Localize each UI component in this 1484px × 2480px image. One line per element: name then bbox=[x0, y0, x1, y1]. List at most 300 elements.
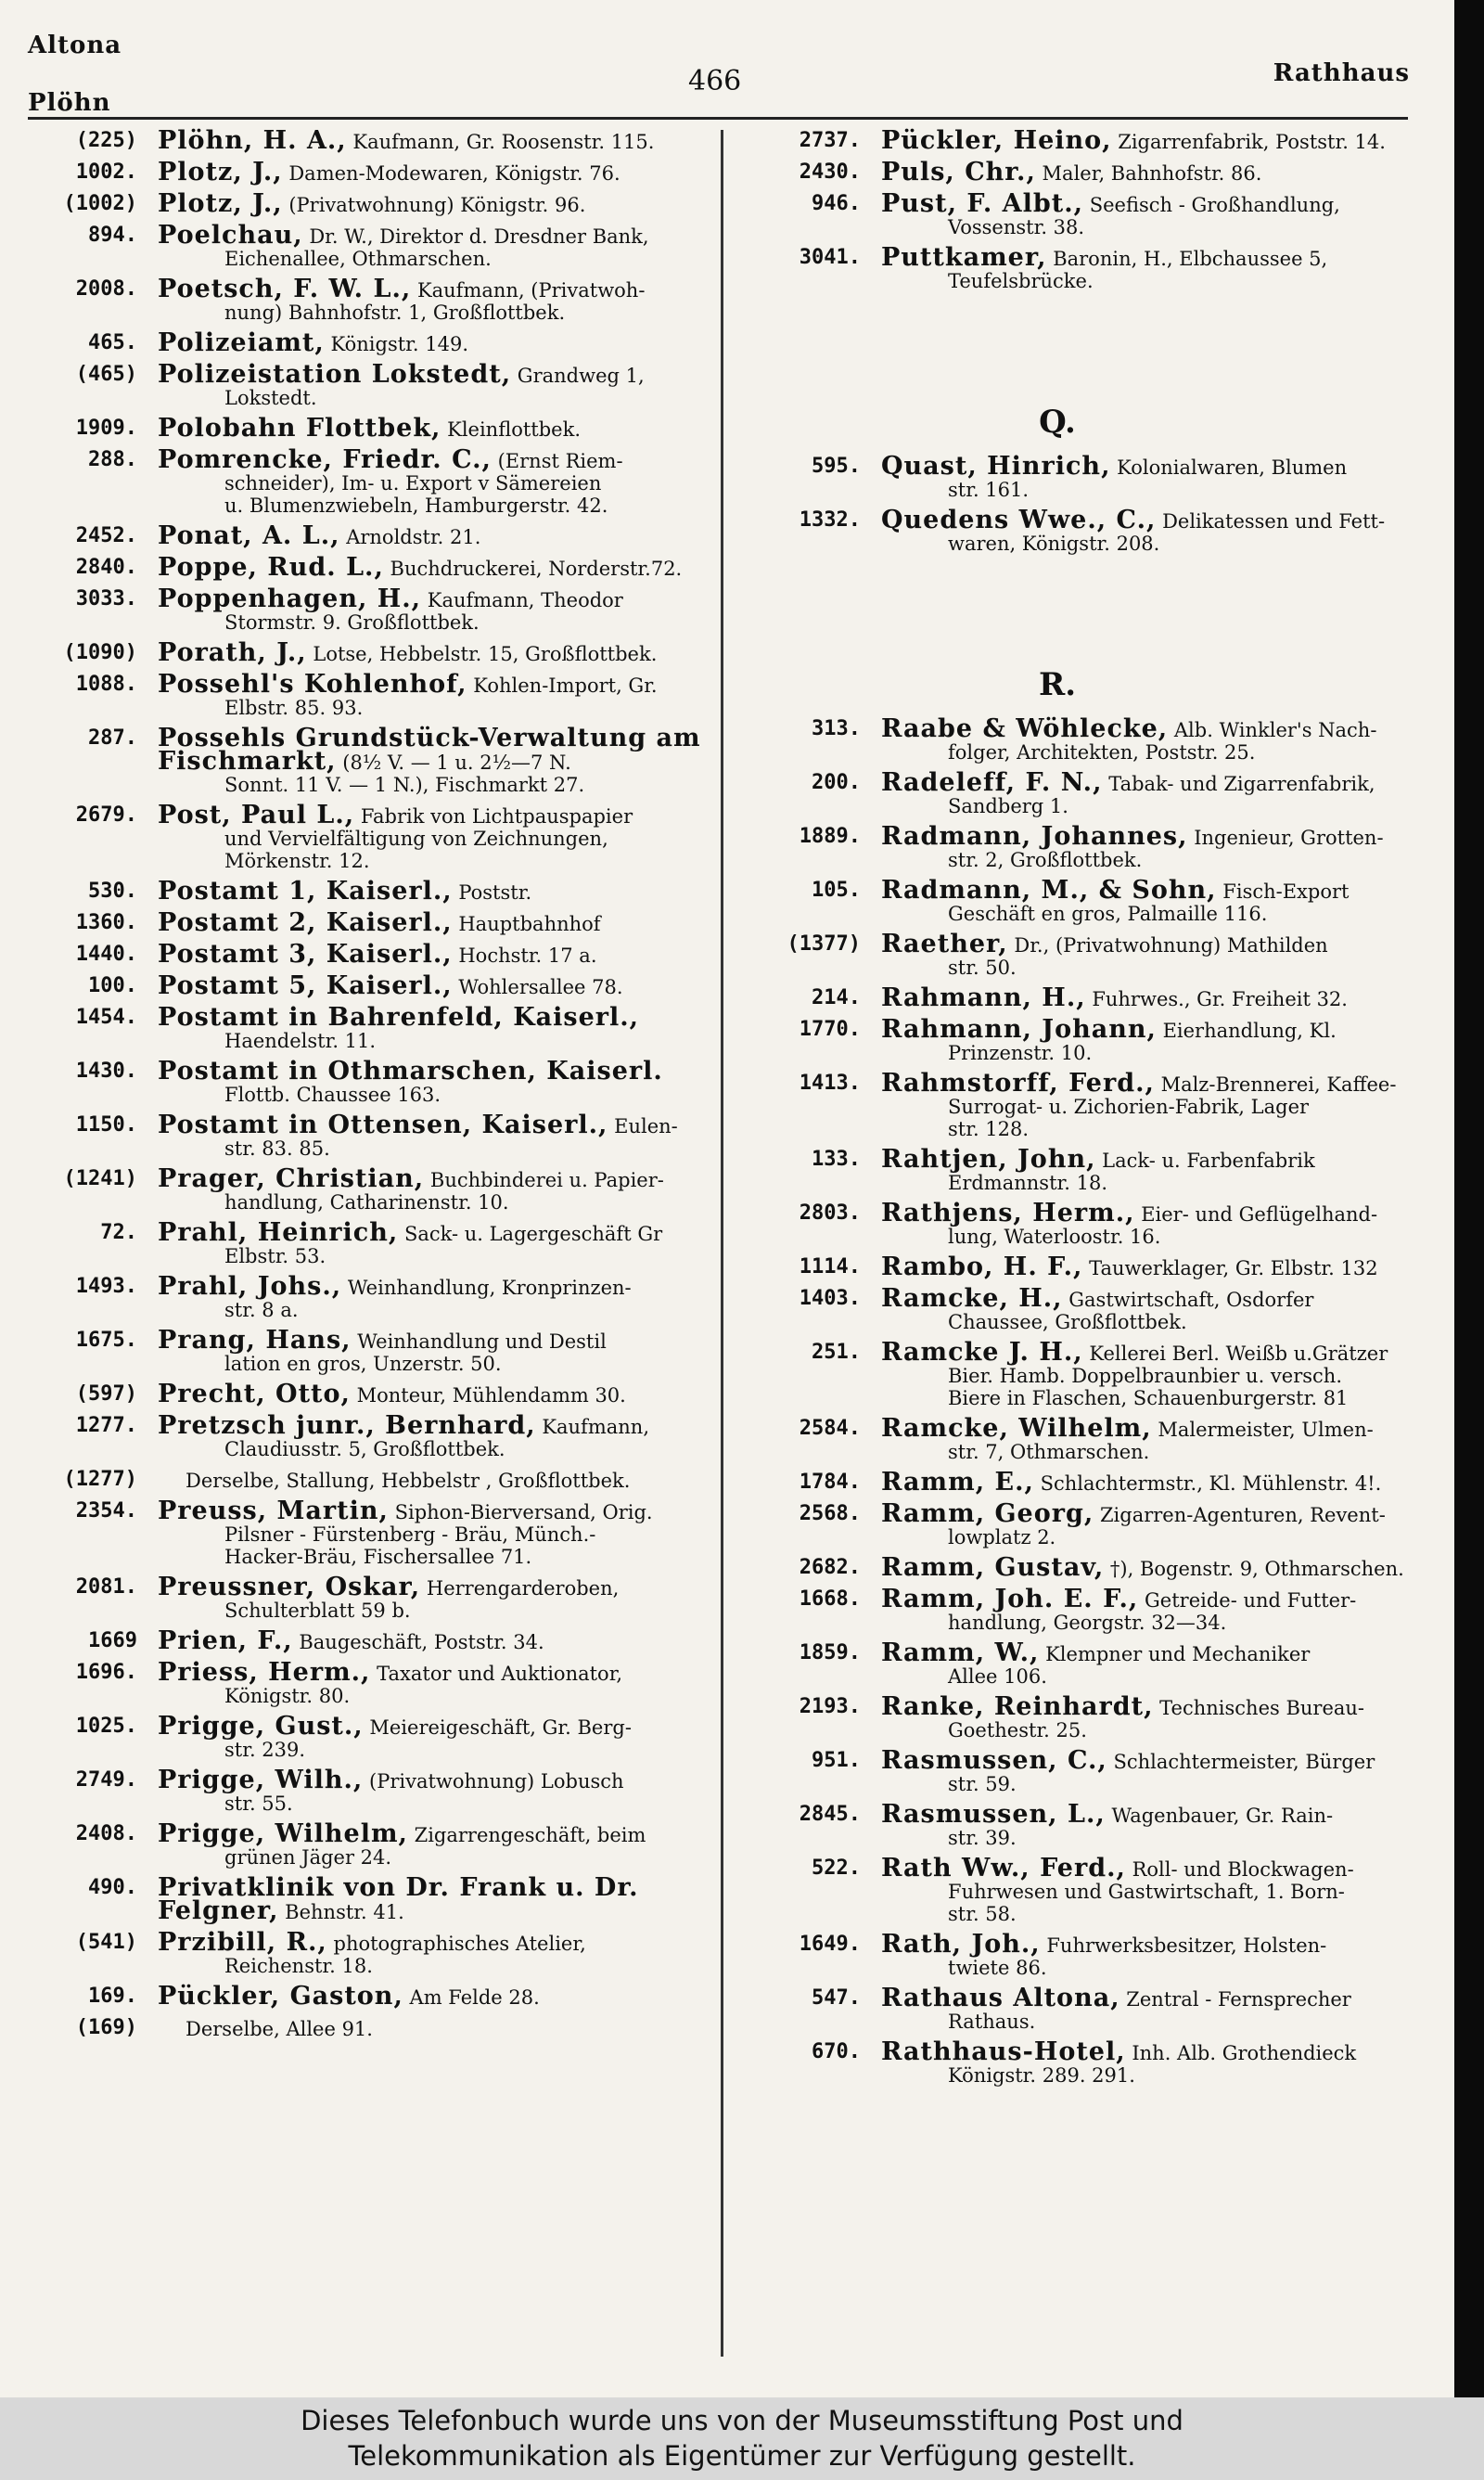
subscriber-address-line: Elbstr. 85. 93. bbox=[224, 697, 364, 719]
subscriber-address-line: str. 2, Großflottbek. bbox=[948, 849, 1143, 871]
subscriber-name: Ranke, Reinhardt, bbox=[881, 1692, 1154, 1721]
phone-number: 530. bbox=[88, 880, 137, 903]
entry-text bbox=[158, 1164, 714, 1214]
subscriber-name: Radmann, M., & Sohn, bbox=[881, 876, 1217, 905]
subscriber-name: Postamt 5, Kaiserl., bbox=[158, 971, 453, 1000]
entry-text bbox=[158, 521, 714, 550]
phone-number: 2568. bbox=[799, 1502, 861, 1525]
entry-text bbox=[158, 158, 714, 186]
header-rule bbox=[28, 117, 1408, 120]
subscriber-detail: Wagenbauer, Gr. Rain- bbox=[1111, 1805, 1334, 1827]
subscriber-address-line: twiete 86. bbox=[948, 1957, 1047, 1979]
subscriber-detail: Fuhrwerksbesitzer, Holsten- bbox=[1046, 1934, 1327, 1957]
subscriber-name: Preuss, Martin, bbox=[158, 1497, 389, 1525]
subscriber-detail: †), Bogenstr. 9, Othmarschen. bbox=[1109, 1558, 1404, 1580]
subscriber-name: Pückler, Heino, bbox=[881, 126, 1112, 155]
subscriber-address-line: Pilsner - Fürstenberg - Bräu, Münch.- bbox=[224, 1523, 596, 1546]
subscriber-detail: Tabak- und Zigarrenfabrik, bbox=[1108, 773, 1375, 795]
directory-entry bbox=[742, 2037, 1428, 2087]
phone-number: 200. bbox=[812, 771, 861, 794]
subscriber-detail: Zigarrengeschäft, beim bbox=[414, 1824, 646, 1846]
phone-number: 169. bbox=[88, 1985, 137, 2008]
directory-entry bbox=[742, 1638, 1428, 1688]
subscriber-name: Preussner, Oskar, bbox=[158, 1573, 421, 1601]
directory-entry bbox=[742, 1253, 1428, 1281]
subscriber-detail: Siphon-Bierversand, Orig. bbox=[394, 1501, 653, 1523]
subscriber-address-line: lowplatz 2. bbox=[948, 1526, 1056, 1548]
subscriber-name: Pretzsch junr., Bernhard, bbox=[158, 1411, 536, 1440]
subscriber-detail: Zigarren-Agenturen, Revent- bbox=[1099, 1504, 1386, 1526]
subscriber-name: Ramm, W., bbox=[881, 1638, 1040, 1667]
directory-entry bbox=[28, 221, 714, 270]
phone-number: 1649. bbox=[799, 1933, 861, 1956]
directory-entry bbox=[742, 1414, 1428, 1463]
entry-text bbox=[881, 1338, 1428, 1409]
entry-text bbox=[881, 714, 1428, 764]
subscriber-detail: Meiereigeschäft, Gr. Berg- bbox=[369, 1716, 632, 1739]
subscriber-name: Raabe & Wöhlecke, bbox=[881, 714, 1169, 743]
phone-number: 2679. bbox=[75, 803, 137, 827]
subscriber-detail: Wohlersallee 78. bbox=[458, 976, 623, 998]
subscriber-name: Possehls Grundstück-Verwaltung am Fischmarkt, bbox=[158, 724, 701, 776]
subscriber-address-line: schneider), Im- u. Export v Sämereien bbox=[224, 472, 602, 495]
subscriber-name: Polizeistation Lokstedt, bbox=[158, 360, 512, 389]
entry-text bbox=[158, 1573, 714, 1622]
entry-text bbox=[158, 1766, 714, 1815]
phone-number: 2430. bbox=[799, 161, 861, 184]
subscriber-detail: Derselbe, Stallung, Hebbelstr , Großflottbek. bbox=[186, 1470, 631, 1492]
subscriber-name: Raether, bbox=[881, 930, 1008, 958]
directory-entry bbox=[28, 801, 714, 872]
directory-entry bbox=[28, 877, 714, 906]
entry-text bbox=[158, 445, 714, 517]
subscriber-address-line: Stormstr. 9. Großflottbek. bbox=[224, 611, 480, 634]
subscriber-address-line: str. 55. bbox=[224, 1793, 293, 1815]
entry-text bbox=[158, 1111, 714, 1160]
entry-text bbox=[158, 1469, 714, 1492]
entry-text bbox=[881, 1145, 1428, 1194]
running-head-section: Plöhn bbox=[28, 89, 111, 117]
phone-number: 2737. bbox=[799, 129, 861, 152]
subscriber-address-line: folger, Architekten, Poststr. 25. bbox=[948, 741, 1256, 764]
subscriber-detail: Maler, Bahnhofstr. 86. bbox=[1042, 162, 1262, 185]
phone-number: 1859. bbox=[799, 1641, 861, 1664]
phone-number: 105. bbox=[812, 879, 861, 902]
directory-entry bbox=[742, 1692, 1428, 1741]
subscriber-address-line: Elbstr. 53. bbox=[224, 1245, 326, 1267]
entry-text bbox=[158, 328, 714, 357]
phone-number: 1002. bbox=[75, 161, 137, 184]
subscriber-name: Polizeiamt, bbox=[158, 328, 325, 357]
phone-number: 2803. bbox=[799, 1201, 861, 1225]
phone-number: 1150. bbox=[75, 1113, 137, 1137]
phone-number: (465) bbox=[75, 363, 137, 386]
subscriber-detail: Eier- und Geflügelhand- bbox=[1141, 1203, 1378, 1226]
subscriber-address-line: lung, Waterloostr. 16. bbox=[948, 1226, 1161, 1248]
phone-number: 1332. bbox=[799, 508, 861, 532]
subscriber-name: Prager, Christian, bbox=[158, 1164, 425, 1193]
directory-entry bbox=[28, 275, 714, 324]
phone-number: (597) bbox=[75, 1382, 137, 1406]
directory-entry bbox=[28, 1497, 714, 1568]
subscriber-detail: Damen-Modewaren, Königstr. 76. bbox=[288, 162, 620, 185]
footer-line-1: Dieses Telefonbuch wurde uns von der Museumsstiftung Post und bbox=[301, 2405, 1183, 2436]
subscriber-name: Rasmussen, L., bbox=[881, 1800, 1106, 1829]
subscriber-address-line: handlung, Catharinenstr. 10. bbox=[224, 1191, 509, 1214]
subscriber-name: Pust, F. Albt., bbox=[881, 189, 1084, 218]
subscriber-detail: Kaufmann, Theodor bbox=[427, 589, 623, 611]
running-head-right: Rathhaus bbox=[1273, 59, 1410, 87]
subscriber-detail: Ingenieur, Grotten- bbox=[1194, 827, 1384, 849]
right-entries-q bbox=[742, 452, 1428, 555]
entry-text bbox=[158, 1819, 714, 1869]
phone-number: 1413. bbox=[799, 1072, 861, 1095]
subscriber-detail: Weinhandlung, Kronprinzen- bbox=[347, 1277, 632, 1299]
entry-text bbox=[881, 243, 1428, 292]
subscriber-address-line: str. 128. bbox=[948, 1118, 1030, 1140]
entry-text bbox=[158, 1658, 714, 1707]
phone-number: 522. bbox=[812, 1857, 861, 1880]
subscriber-address-line: Geschäft en gros, Palmaille 116. bbox=[948, 903, 1268, 925]
directory-entry bbox=[28, 724, 714, 796]
directory-entry bbox=[742, 930, 1428, 979]
subscriber-address-line: Eichenallee, Othmarschen. bbox=[224, 248, 492, 270]
entry-text bbox=[158, 971, 714, 1000]
entry-text bbox=[881, 876, 1428, 925]
subscriber-name: Poppenhagen, H., bbox=[158, 585, 422, 613]
subscriber-address-line: str. 161. bbox=[948, 479, 1030, 501]
subscriber-name: Prahl, Heinrich, bbox=[158, 1218, 399, 1247]
subscriber-name: Puls, Chr., bbox=[881, 158, 1036, 186]
subscriber-address-line: Sandberg 1. bbox=[948, 795, 1068, 817]
subscriber-detail: Baugeschäft, Poststr. 34. bbox=[299, 1631, 544, 1653]
phone-number: 2682. bbox=[799, 1556, 861, 1579]
subscriber-name: Postamt 1, Kaiserl., bbox=[158, 877, 453, 906]
entry-text bbox=[881, 1854, 1428, 1925]
subscriber-detail: Poststr. bbox=[458, 881, 532, 904]
subscriber-detail: Baronin, H., Elbchaussee 5, bbox=[1053, 248, 1328, 270]
subscriber-name: Plotz, J., bbox=[158, 158, 283, 186]
phone-number: (1377) bbox=[787, 932, 861, 956]
entry-text bbox=[158, 1326, 714, 1375]
column-divider bbox=[721, 130, 723, 2357]
subscriber-detail: Delikatessen und Fett- bbox=[1162, 510, 1386, 533]
phone-number: 3041. bbox=[799, 246, 861, 269]
subscriber-detail: Hochstr. 17 a. bbox=[458, 944, 597, 967]
phone-number: 1493. bbox=[75, 1275, 137, 1298]
subscriber-name: Rath Ww., Ferd., bbox=[881, 1854, 1126, 1882]
entry-text bbox=[881, 452, 1428, 501]
footer-line-2: Telekommunikation als Eigentümer zur Verfügung gestellt. bbox=[348, 2440, 1136, 2472]
subscriber-name: Postamt in Ottensen, Kaiserl., bbox=[158, 1111, 608, 1139]
entry-text bbox=[881, 126, 1428, 155]
subscriber-address-line: grünen Jäger 24. bbox=[224, 1846, 392, 1869]
section-heading-q: Q. bbox=[1039, 404, 1076, 441]
directory-entry bbox=[28, 158, 714, 186]
subscriber-address-line: Prinzenstr. 10. bbox=[948, 1042, 1093, 1064]
entry-text bbox=[881, 158, 1428, 186]
subscriber-address-line: str. 7, Othmarschen. bbox=[948, 1441, 1150, 1463]
subscriber-address-line: waren, Königstr. 208. bbox=[948, 533, 1160, 555]
entry-text bbox=[158, 1626, 714, 1655]
phone-number: 214. bbox=[812, 986, 861, 1009]
subscriber-detail: Fisch-Export bbox=[1222, 880, 1350, 903]
subscriber-name: Ramcke, Wilhelm, bbox=[881, 1414, 1152, 1443]
directory-entry bbox=[28, 638, 714, 667]
subscriber-address-line: Mörkenstr. 12. bbox=[224, 850, 370, 872]
subscriber-address-line: Königstr. 289. 291. bbox=[948, 2064, 1135, 2087]
entry-text bbox=[158, 1873, 714, 1925]
subscriber-detail: (Ernst Riem- bbox=[497, 450, 623, 472]
entry-text bbox=[158, 1003, 714, 1052]
phone-number: 2408. bbox=[75, 1822, 137, 1845]
subscriber-detail: Eulen- bbox=[614, 1115, 678, 1137]
directory-entry bbox=[28, 1272, 714, 1321]
directory-entry bbox=[28, 585, 714, 634]
subscriber-name: Prahl, Johs., bbox=[158, 1272, 342, 1301]
entry-text bbox=[881, 1585, 1428, 1634]
subscriber-name: Rathaus Altona, bbox=[881, 1984, 1120, 2012]
subscriber-name: Ponat, A. L., bbox=[158, 521, 340, 550]
directory-entry bbox=[28, 1626, 714, 1655]
entry-text bbox=[158, 275, 714, 324]
subscriber-address-line: str. 39. bbox=[948, 1827, 1017, 1849]
phone-number: (1277) bbox=[63, 1468, 137, 1491]
entry-text bbox=[158, 940, 714, 969]
subscriber-name: Ramm, Joh. E. F., bbox=[881, 1585, 1139, 1613]
page-number: 466 bbox=[688, 65, 742, 97]
subscriber-address-line: Schulterblatt 59 b. bbox=[224, 1600, 411, 1622]
phone-number: 100. bbox=[88, 974, 137, 997]
phone-number: 2193. bbox=[799, 1695, 861, 1718]
entry-text bbox=[881, 1930, 1428, 1979]
subscriber-detail: Dr. W., Direktor d. Dresdner Bank, bbox=[309, 225, 649, 248]
subscriber-detail: Arnoldstr. 21. bbox=[346, 526, 481, 548]
entry-text bbox=[881, 1414, 1428, 1463]
phone-number: 2584. bbox=[799, 1417, 861, 1440]
directory-entry bbox=[742, 1069, 1428, 1140]
entry-text bbox=[881, 1069, 1428, 1140]
subscriber-address-line: Sonnt. 11 V. — 1 N.), Fischmarkt 27. bbox=[224, 774, 585, 796]
subscriber-detail: Technisches Bureau- bbox=[1159, 1697, 1365, 1719]
subscriber-address-line: Fuhrwesen und Gastwirtschaft, 1. Born- bbox=[948, 1881, 1345, 1903]
directory-entry bbox=[28, 1766, 714, 1815]
directory-entry bbox=[742, 243, 1428, 292]
directory-entry bbox=[28, 940, 714, 969]
phone-number: (1090) bbox=[63, 641, 137, 664]
directory-entry bbox=[742, 983, 1428, 1012]
entry-text bbox=[881, 506, 1428, 555]
phone-number: 1403. bbox=[799, 1287, 861, 1310]
subscriber-detail: Hauptbahnhof bbox=[458, 913, 601, 935]
entry-text bbox=[158, 189, 714, 218]
directory-entry bbox=[742, 1585, 1428, 1634]
subscriber-name: Poelchau, bbox=[158, 221, 303, 250]
subscriber-detail: Kolonialwaren, Blumen bbox=[1117, 456, 1348, 479]
subscriber-detail: Tauwerklager, Gr. Elbstr. 132 bbox=[1089, 1257, 1378, 1279]
subscriber-detail: Schlachtermstr., Kl. Mühlenstr. 4!. bbox=[1040, 1472, 1382, 1495]
directory-entry bbox=[742, 1984, 1428, 2033]
entry-text bbox=[881, 983, 1428, 1012]
subscriber-name: Rasmussen, C., bbox=[881, 1746, 1107, 1775]
phone-number: 1675. bbox=[75, 1329, 137, 1352]
entry-text bbox=[881, 1015, 1428, 1064]
subscriber-detail: Sack- u. Lagergeschäft Gr bbox=[403, 1223, 663, 1245]
subscriber-detail: Taxator und Auktionator, bbox=[377, 1663, 623, 1685]
directory-entry bbox=[28, 1003, 714, 1052]
subscriber-name: Puttkamer, bbox=[881, 243, 1047, 272]
subscriber-detail: Gastwirtschaft, Osdorfer bbox=[1068, 1289, 1314, 1311]
subscriber-address-line: Lokstedt. bbox=[224, 387, 317, 409]
directory-entry bbox=[28, 1928, 714, 1977]
subscriber-address-line: Allee 106. bbox=[948, 1665, 1047, 1688]
subscriber-name: Quedens Wwe., C., bbox=[881, 506, 1157, 534]
phone-number: 1114. bbox=[799, 1255, 861, 1279]
subscriber-name: Prigge, Wilh., bbox=[158, 1766, 364, 1794]
phone-number: 2354. bbox=[75, 1499, 137, 1523]
entry-text bbox=[881, 1746, 1428, 1795]
directory-entry bbox=[742, 1199, 1428, 1248]
entry-text bbox=[881, 1253, 1428, 1281]
subscriber-detail: Buchdruckerei, Norderstr.72. bbox=[390, 558, 683, 580]
directory-entry bbox=[28, 1411, 714, 1460]
subscriber-detail: Fabrik von Lichtpauspapier bbox=[360, 805, 633, 828]
scan-edge bbox=[1454, 0, 1484, 2397]
directory-entry bbox=[742, 506, 1428, 555]
phone-number: 1696. bbox=[75, 1661, 137, 1684]
directory-entry bbox=[28, 1658, 714, 1707]
directory-entry bbox=[28, 360, 714, 409]
subscriber-address-line: handlung, Georgstr. 32—34. bbox=[948, 1612, 1227, 1634]
subscriber-detail: Alb. Winkler's Nach- bbox=[1173, 719, 1377, 741]
subscriber-detail: Weinhandlung und Destil bbox=[357, 1330, 607, 1353]
subscriber-detail: Lack- u. Farbenfabrik bbox=[1102, 1150, 1315, 1172]
entry-text bbox=[881, 1800, 1428, 1849]
entry-text bbox=[158, 1218, 714, 1267]
phone-number: 1669 bbox=[88, 1629, 137, 1652]
footer-notice bbox=[0, 2397, 1484, 2480]
entry-text bbox=[158, 1272, 714, 1321]
phone-number: 2452. bbox=[75, 524, 137, 547]
subscriber-name: Ramm, E., bbox=[881, 1468, 1034, 1497]
entry-text bbox=[158, 553, 714, 582]
directory-entry bbox=[28, 1573, 714, 1622]
phone-number: 287. bbox=[88, 726, 137, 750]
subscriber-name: Rambo, H. F., bbox=[881, 1253, 1083, 1281]
subscriber-address-line: Königstr. 80. bbox=[224, 1685, 351, 1707]
phone-number: 1440. bbox=[75, 943, 137, 966]
phone-number: 2840. bbox=[75, 556, 137, 579]
entry-text bbox=[158, 877, 714, 906]
entry-text bbox=[881, 1199, 1428, 1248]
subscriber-detail: (Privatwohnung) Lobusch bbox=[369, 1770, 624, 1793]
phone-number: 1784. bbox=[799, 1471, 861, 1494]
entry-text bbox=[158, 2017, 714, 2040]
directory-entry bbox=[28, 1057, 714, 1106]
entry-text bbox=[881, 1468, 1428, 1497]
phone-number: (225) bbox=[75, 129, 137, 152]
phone-number: 946. bbox=[812, 192, 861, 215]
entry-text bbox=[158, 638, 714, 667]
subscriber-detail: Dr., (Privatwohnung) Mathilden bbox=[1014, 934, 1328, 957]
subscriber-address-line: str. 239. bbox=[224, 1739, 306, 1761]
subscriber-name: Porath, J., bbox=[158, 638, 307, 667]
entry-text bbox=[881, 1638, 1428, 1688]
directory-entry bbox=[742, 1338, 1428, 1409]
entry-text bbox=[881, 1692, 1428, 1741]
entry-text bbox=[158, 670, 714, 719]
entry-text bbox=[158, 1497, 714, 1568]
subscriber-name: Radmann, Johannes, bbox=[881, 822, 1188, 851]
directory-entry bbox=[28, 1326, 714, 1375]
subscriber-name: Radeleff, F. N., bbox=[881, 768, 1103, 797]
directory-entry bbox=[742, 158, 1428, 186]
subscriber-name: Pückler, Gaston, bbox=[158, 1982, 403, 2011]
subscriber-address-line: Rathaus. bbox=[948, 2011, 1036, 2033]
directory-entry bbox=[28, 1712, 714, 1761]
subscriber-detail: photographisches Atelier, bbox=[333, 1933, 586, 1955]
right-entries-r bbox=[742, 714, 1428, 2087]
phone-number: 595. bbox=[812, 455, 861, 478]
subscriber-detail: Malermeister, Ulmen- bbox=[1158, 1419, 1374, 1441]
subscriber-detail: Lotse, Hebbelstr. 15, Großflottbek. bbox=[313, 643, 658, 665]
directory-entry bbox=[742, 1800, 1428, 1849]
subscriber-name: Ramcke J. H., bbox=[881, 1338, 1083, 1367]
directory-entry bbox=[28, 328, 714, 357]
entry-text bbox=[158, 221, 714, 270]
subscriber-detail: Grandweg 1, bbox=[517, 365, 645, 387]
subscriber-address-line: Claudiusstr. 5, Großflottbek. bbox=[224, 1438, 505, 1460]
entry-text bbox=[881, 930, 1428, 979]
subscriber-name: Ramcke, H., bbox=[881, 1284, 1063, 1313]
phone-number: 288. bbox=[88, 448, 137, 471]
entry-text bbox=[158, 1411, 714, 1460]
subscriber-name: Post, Paul L., bbox=[158, 801, 355, 829]
subscriber-detail: (Privatwohnung) Königstr. 96. bbox=[288, 194, 586, 216]
entry-text bbox=[881, 189, 1428, 238]
subscriber-detail: Buchbinderei u. Papier- bbox=[429, 1169, 664, 1191]
phone-number: (169) bbox=[75, 2016, 137, 2039]
subscriber-name: Prang, Hans, bbox=[158, 1326, 352, 1355]
subscriber-address-line: Hacker-Bräu, Fischersallee 71. bbox=[224, 1546, 532, 1568]
directory-entry bbox=[742, 1553, 1428, 1582]
subscriber-address-line: Reichenstr. 18. bbox=[224, 1955, 373, 1977]
directory-entry bbox=[28, 670, 714, 719]
entry-text bbox=[158, 908, 714, 937]
phone-number: 670. bbox=[812, 2040, 861, 2063]
subscriber-name: Rathhaus-Hotel, bbox=[881, 2037, 1126, 2066]
subscriber-detail: Fuhrwes., Gr. Freiheit 32. bbox=[1092, 988, 1348, 1010]
subscriber-name: Rahmstorff, Ferd., bbox=[881, 1069, 1155, 1098]
directory-entry bbox=[28, 971, 714, 1000]
entry-text bbox=[158, 1982, 714, 2011]
entry-text bbox=[881, 1553, 1428, 1582]
phone-number: 1889. bbox=[799, 825, 861, 848]
phone-number: 894. bbox=[88, 224, 137, 247]
subscriber-detail: Schlachtermeister, Bürger bbox=[1113, 1751, 1375, 1773]
entry-text bbox=[158, 1057, 714, 1106]
directory-entry bbox=[28, 445, 714, 517]
subscriber-address-line: Biere in Flaschen, Schauenburgerstr. 81 bbox=[948, 1387, 1349, 1409]
subscriber-name: Postamt 2, Kaiserl., bbox=[158, 908, 453, 937]
phone-number: 1088. bbox=[75, 673, 137, 696]
directory-entry bbox=[742, 768, 1428, 817]
entry-text bbox=[881, 1284, 1428, 1333]
subscriber-address-line: Erdmannstr. 18. bbox=[948, 1172, 1107, 1194]
section-heading-r: R. bbox=[1038, 666, 1077, 703]
subscriber-detail: Inh. Alb. Grothendieck bbox=[1132, 2042, 1357, 2064]
directory-entry bbox=[28, 1164, 714, 1214]
